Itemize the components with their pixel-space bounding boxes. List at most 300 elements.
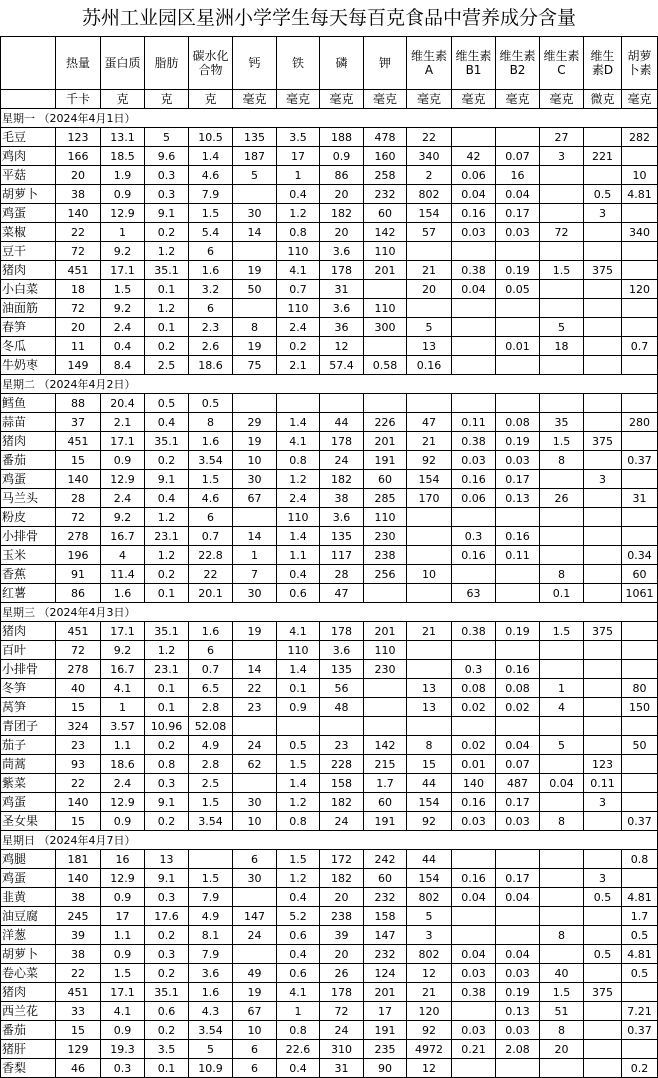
nutrient-value: 30: [233, 793, 277, 812]
table-row: [1, 413, 658, 432]
nutrient-value: 16.7: [101, 527, 145, 546]
nutrient-value: 28: [56, 489, 101, 508]
nutrient-value: [540, 546, 584, 565]
header-cell: 铁: [277, 37, 320, 90]
nutrient-value: 21: [407, 622, 452, 641]
nutrient-value: [540, 242, 584, 261]
nutrient-value: 135: [320, 660, 364, 679]
nutrient-value: 0.4: [277, 185, 320, 204]
table-row: [1, 793, 658, 812]
nutrient-value: 1.5: [277, 850, 320, 869]
nutrient-value: 4.9: [189, 736, 233, 755]
nutrient-value: 0.04: [496, 888, 540, 907]
nutrient-value: 3.6: [320, 641, 364, 660]
nutrient-value: 8: [540, 926, 584, 945]
nutrient-value: 86: [56, 584, 101, 603]
nutrient-value: 1: [540, 679, 584, 698]
table-row: [1, 983, 658, 1002]
food-name: 猪肉: [1, 432, 56, 451]
nutrient-value: 39: [320, 926, 364, 945]
nutrient-value: 1.7: [364, 774, 407, 793]
nutrient-value: 2: [407, 166, 452, 185]
nutrient-value: 48: [320, 698, 364, 717]
nutrient-value: 60: [622, 565, 658, 584]
nutrient-value: 22: [233, 679, 277, 698]
nutrient-value: 154: [407, 470, 452, 489]
nutrient-value: 324: [56, 717, 101, 736]
nutrient-value: 1.5: [189, 869, 233, 888]
nutrient-value: 16: [101, 850, 145, 869]
nutrient-value: [584, 451, 622, 470]
nutrient-value: 0.16: [496, 660, 540, 679]
nutrient-value: [584, 641, 622, 660]
nutrient-value: 451: [56, 261, 101, 280]
nutrient-value: 2.4: [277, 489, 320, 508]
table-row: [1, 850, 658, 869]
table-row: [1, 717, 658, 736]
nutrient-value: [540, 166, 584, 185]
nutrient-value: 375: [584, 983, 622, 1002]
nutrient-value: 17: [101, 907, 145, 926]
nutrient-value: 8: [540, 812, 584, 831]
nutrient-value: 92: [407, 1021, 452, 1040]
table-row: [1, 1040, 658, 1059]
nutrient-value: 0.03: [452, 812, 496, 831]
nutrient-value: 4.1: [101, 1002, 145, 1021]
nutrient-value: 35.1: [145, 622, 189, 641]
table-row: [1, 242, 658, 261]
nutrient-value: 0.11: [584, 774, 622, 793]
day-section-row: [1, 831, 658, 850]
nutrient-value: 67: [233, 1002, 277, 1021]
nutrient-value: [622, 983, 658, 1002]
nutrient-value: 5.2: [277, 907, 320, 926]
header-cell: 维生素C: [540, 37, 584, 90]
nutrient-value: 30: [233, 204, 277, 223]
nutrient-value: 3.6: [320, 299, 364, 318]
nutrient-value: 0.04: [496, 945, 540, 964]
nutrient-value: [364, 280, 407, 299]
nutrient-value: 4.1: [277, 983, 320, 1002]
nutrient-value: 201: [364, 432, 407, 451]
nutrient-value: 17: [364, 1002, 407, 1021]
nutrient-value: 38: [56, 945, 101, 964]
nutrient-value: 215: [364, 755, 407, 774]
nutrient-value: 6: [189, 242, 233, 261]
nutrient-value: [496, 926, 540, 945]
nutrient-value: [452, 907, 496, 926]
nutrient-value: [496, 584, 540, 603]
table-row: [1, 223, 658, 242]
nutrient-value: 5.4: [189, 223, 233, 242]
nutrient-value: 0.19: [496, 983, 540, 1002]
nutrient-value: 50: [622, 736, 658, 755]
nutrient-value: 0.37: [622, 451, 658, 470]
nutrient-value: 9.2: [101, 299, 145, 318]
nutrient-value: [622, 261, 658, 280]
nutrient-value: 0.1: [540, 584, 584, 603]
nutrient-value: 0.9: [101, 812, 145, 831]
nutrient-value: [496, 565, 540, 584]
nutrient-value: 16: [496, 166, 540, 185]
nutrient-value: 4.9: [189, 907, 233, 926]
food-name: 胡萝卜: [1, 185, 56, 204]
nutrient-value: 6.5: [189, 679, 233, 698]
nutrient-value: 22: [56, 223, 101, 242]
header-cell: 钙: [233, 37, 277, 90]
nutrient-value: 15: [56, 451, 101, 470]
nutrient-value: [496, 1059, 540, 1078]
nutrient-value: 13: [407, 698, 452, 717]
food-name: 香蕉: [1, 565, 56, 584]
nutrient-value: 12.9: [101, 793, 145, 812]
nutrient-value: 20.1: [189, 584, 233, 603]
nutrient-value: [496, 356, 540, 375]
table-row: [1, 147, 658, 166]
food-name: 西兰花: [1, 1002, 56, 1021]
nutrient-value: 196: [56, 546, 101, 565]
nutrient-value: [622, 204, 658, 223]
nutrient-value: 11.4: [101, 565, 145, 584]
nutrient-value: [584, 1059, 622, 1078]
unit-cell: 毫克: [622, 90, 658, 109]
nutrient-value: 451: [56, 622, 101, 641]
nutrient-value: 60: [364, 204, 407, 223]
nutrient-value: 0.2: [145, 812, 189, 831]
food-name: 鸡蛋: [1, 869, 56, 888]
nutrient-value: 18: [56, 280, 101, 299]
nutrient-value: 24: [233, 926, 277, 945]
nutrient-value: 201: [364, 983, 407, 1002]
nutrient-value: 0.5: [189, 394, 233, 413]
nutrient-value: 67: [233, 489, 277, 508]
food-name: 百叶: [1, 641, 56, 660]
nutrient-value: [622, 242, 658, 261]
nutrient-value: [622, 299, 658, 318]
nutrient-value: 0.07: [496, 147, 540, 166]
nutrient-value: 13: [407, 679, 452, 698]
nutrient-value: 72: [56, 299, 101, 318]
nutrient-value: 39: [56, 926, 101, 945]
nutrient-value: 3.2: [189, 280, 233, 299]
food-name: 卷心菜: [1, 964, 56, 983]
nutrient-value: 23.1: [145, 660, 189, 679]
nutrient-value: [622, 432, 658, 451]
nutrient-value: 5: [540, 736, 584, 755]
nutrient-value: 22.8: [189, 546, 233, 565]
nutrient-value: 0.5: [584, 945, 622, 964]
nutrient-value: [622, 755, 658, 774]
nutrient-value: 12: [407, 1059, 452, 1078]
nutrient-value: 22: [56, 964, 101, 983]
nutrient-value: 3.6: [320, 242, 364, 261]
nutrient-value: 0.4: [277, 565, 320, 584]
unit-cell: 毫克: [277, 90, 320, 109]
nutrient-value: 27: [540, 128, 584, 147]
nutrient-value: [496, 850, 540, 869]
nutrient-value: 0.07: [496, 755, 540, 774]
nutrient-value: 451: [56, 432, 101, 451]
nutrient-value: 20: [407, 280, 452, 299]
nutrient-value: 14: [233, 527, 277, 546]
table-row: [1, 679, 658, 698]
nutrient-value: 0.02: [452, 736, 496, 755]
nutrient-value: 154: [407, 869, 452, 888]
nutrient-value: 9.6: [145, 147, 189, 166]
food-name: 豆干: [1, 242, 56, 261]
nutrient-value: 26: [540, 489, 584, 508]
header-cell: 热量: [56, 37, 101, 90]
nutrient-value: 0.06: [452, 166, 496, 185]
nutrient-value: [540, 470, 584, 489]
nutrient-value: 2.1: [101, 413, 145, 432]
nutrient-value: [584, 1040, 622, 1059]
header-cell: 钾: [364, 37, 407, 90]
nutrient-value: 86: [320, 166, 364, 185]
nutrient-value: [233, 242, 277, 261]
nutrient-value: [584, 166, 622, 185]
nutrient-value: 1.5: [189, 470, 233, 489]
nutrient-value: 478: [364, 128, 407, 147]
nutrient-value: 17: [277, 147, 320, 166]
nutrient-value: 5: [189, 1040, 233, 1059]
nutrient-value: 0.08: [452, 679, 496, 698]
nutrient-value: 0.16: [452, 793, 496, 812]
nutrient-value: [320, 717, 364, 736]
nutrient-value: 0.2: [145, 1021, 189, 1040]
nutrient-value: [584, 546, 622, 565]
nutrient-value: [540, 185, 584, 204]
unit-cell: 千卡: [56, 90, 101, 109]
nutrient-value: 18.6: [189, 356, 233, 375]
nutrient-value: [540, 850, 584, 869]
nutrient-value: 0.1: [145, 1059, 189, 1078]
nutrient-value: 1.2: [277, 869, 320, 888]
nutrient-value: 340: [407, 147, 452, 166]
nutrient-value: 92: [407, 812, 452, 831]
table-row: [1, 166, 658, 185]
nutrient-value: 0.21: [452, 1040, 496, 1059]
nutrient-value: 72: [56, 508, 101, 527]
nutrient-value: [622, 470, 658, 489]
nutrient-value: 0.04: [452, 945, 496, 964]
nutrient-value: 158: [364, 907, 407, 926]
nutrient-value: 1.6: [189, 622, 233, 641]
nutrient-value: 6: [233, 1040, 277, 1059]
nutrient-value: [407, 527, 452, 546]
nutrient-value: [496, 394, 540, 413]
nutrient-value: 285: [364, 489, 407, 508]
nutrient-value: 0.19: [496, 622, 540, 641]
nutrient-value: [540, 945, 584, 964]
nutrient-value: [584, 964, 622, 983]
nutrient-value: 150: [622, 698, 658, 717]
nutrient-value: [452, 717, 496, 736]
day-section-row: [1, 603, 658, 622]
header-cell: 脂肪: [145, 37, 189, 90]
nutrient-value: 0.13: [496, 489, 540, 508]
food-name: 香梨: [1, 1059, 56, 1078]
nutrient-value: 110: [364, 641, 407, 660]
nutrient-value: 282: [622, 128, 658, 147]
nutrient-value: 9.1: [145, 793, 189, 812]
food-name: 猪肉: [1, 983, 56, 1002]
nutrient-value: 1.5: [189, 793, 233, 812]
day-section-row: [1, 375, 658, 394]
header-cell: 维生素A: [407, 37, 452, 90]
day-section-row: [1, 109, 658, 128]
nutrient-value: 191: [364, 451, 407, 470]
table-row: [1, 489, 658, 508]
nutrient-value: 57: [407, 223, 452, 242]
nutrient-value: 3.5: [277, 128, 320, 147]
nutrient-value: [584, 1021, 622, 1040]
nutrient-value: 22: [407, 128, 452, 147]
nutrient-value: [584, 812, 622, 831]
nutrient-value: 35: [540, 413, 584, 432]
nutrient-value: 2.4: [101, 318, 145, 337]
nutrient-value: 256: [364, 565, 407, 584]
nutrient-value: 182: [320, 204, 364, 223]
nutrient-value: [540, 907, 584, 926]
nutrient-value: 0.6: [277, 584, 320, 603]
nutrient-value: 123: [584, 755, 622, 774]
table-row: [1, 907, 658, 926]
nutrient-value: 2.4: [101, 774, 145, 793]
nutrient-value: 0.04: [496, 736, 540, 755]
nutrient-value: 0.8: [277, 812, 320, 831]
table-row: [1, 204, 658, 223]
nutrient-value: 3: [584, 869, 622, 888]
food-name: 猪肝: [1, 1040, 56, 1059]
nutrient-value: 15: [56, 1021, 101, 1040]
nutrient-value: 191: [364, 812, 407, 831]
nutrient-value: 8: [233, 318, 277, 337]
nutrient-value: [584, 394, 622, 413]
nutrient-value: 75: [233, 356, 277, 375]
nutrient-value: 0.16: [452, 204, 496, 223]
nutrient-value: 2.4: [101, 489, 145, 508]
nutrient-value: 0.03: [452, 223, 496, 242]
food-name: 小排骨: [1, 660, 56, 679]
nutrient-value: 0.3: [145, 166, 189, 185]
nutrient-value: [584, 508, 622, 527]
nutrient-value: 44: [407, 774, 452, 793]
nutrient-value: 1061: [622, 584, 658, 603]
nutrient-value: 0.38: [452, 261, 496, 280]
nutrient-value: 6: [189, 299, 233, 318]
table-row: [1, 451, 658, 470]
nutrient-value: 3.54: [189, 812, 233, 831]
nutrient-value: 124: [364, 964, 407, 983]
nutrient-value: 9.2: [101, 508, 145, 527]
nutrient-value: 91: [56, 565, 101, 584]
nutrient-value: [584, 584, 622, 603]
nutrient-value: 160: [364, 147, 407, 166]
nutrient-value: 375: [584, 261, 622, 280]
nutrient-value: 110: [277, 242, 320, 261]
nutrient-value: 10: [233, 812, 277, 831]
nutrient-value: 18.6: [101, 755, 145, 774]
nutrient-value: 1.1: [101, 926, 145, 945]
nutrient-value: 0.9: [101, 451, 145, 470]
nutrient-value: 147: [364, 926, 407, 945]
page-title: 苏州工业园区星洲小学学生每天每百克食品中营养成分含量: [81, 7, 576, 29]
food-name: 鳕鱼: [1, 394, 56, 413]
nutrient-value: 1.9: [101, 166, 145, 185]
nutrient-value: 120: [407, 1002, 452, 1021]
nutrient-value: 10.5: [189, 128, 233, 147]
nutrient-value: [496, 242, 540, 261]
nutrient-value: 142: [364, 736, 407, 755]
nutrient-value: [622, 660, 658, 679]
nutrient-value: 0.1: [145, 698, 189, 717]
food-name: 猪肉: [1, 622, 56, 641]
nutrient-value: [540, 280, 584, 299]
nutrient-value: 19.3: [101, 1040, 145, 1059]
nutrient-value: 14: [233, 660, 277, 679]
nutrient-value: 0.38: [452, 983, 496, 1002]
table-row: [1, 869, 658, 888]
food-name: 菜椒: [1, 223, 56, 242]
nutrient-value: 0.03: [496, 964, 540, 983]
nutrient-value: [622, 793, 658, 812]
nutrient-value: 0.1: [145, 318, 189, 337]
nutrient-value: 0.17: [496, 204, 540, 223]
table-row: [1, 622, 658, 641]
nutrient-value: 51: [540, 1002, 584, 1021]
nutrient-value: 12.9: [101, 470, 145, 489]
nutrient-value: 0.16: [407, 356, 452, 375]
nutrient-value: [584, 717, 622, 736]
nutrient-value: 1: [277, 166, 320, 185]
nutrient-value: 7: [233, 565, 277, 584]
nutrient-value: 0.2: [145, 964, 189, 983]
food-name: 茼蒿: [1, 755, 56, 774]
nutrient-value: [584, 698, 622, 717]
nutrient-value: 4: [101, 546, 145, 565]
units-row: [1, 90, 658, 109]
food-name: 冬笋: [1, 679, 56, 698]
nutrient-value: 375: [584, 622, 622, 641]
nutrient-value: 31: [320, 1059, 364, 1078]
day-label: 星期三 （2024年4月3日）: [1, 603, 658, 622]
nutrient-value: [540, 508, 584, 527]
nutrient-value: [584, 128, 622, 147]
header-cell: 维生素B2: [496, 37, 540, 90]
nutrient-value: 10.96: [145, 717, 189, 736]
nutrient-value: 1.4: [277, 774, 320, 793]
table-row: [1, 394, 658, 413]
nutrient-value: [452, 1059, 496, 1078]
table-row: [1, 527, 658, 546]
nutrient-value: 9.2: [101, 641, 145, 660]
nutrient-value: [233, 299, 277, 318]
food-name: 粉皮: [1, 508, 56, 527]
food-name: 牛奶枣: [1, 356, 56, 375]
nutrient-value: [622, 318, 658, 337]
table-row: [1, 1021, 658, 1040]
table-row: [1, 1059, 658, 1078]
food-name: 青团子: [1, 717, 56, 736]
nutrient-value: 242: [364, 850, 407, 869]
food-name: 番茄: [1, 451, 56, 470]
nutrient-value: 20.4: [101, 394, 145, 413]
nutrient-value: 230: [364, 660, 407, 679]
nutrient-value: 17.1: [101, 622, 145, 641]
nutrient-value: 9.1: [145, 204, 189, 223]
nutrient-value: 187: [233, 147, 277, 166]
